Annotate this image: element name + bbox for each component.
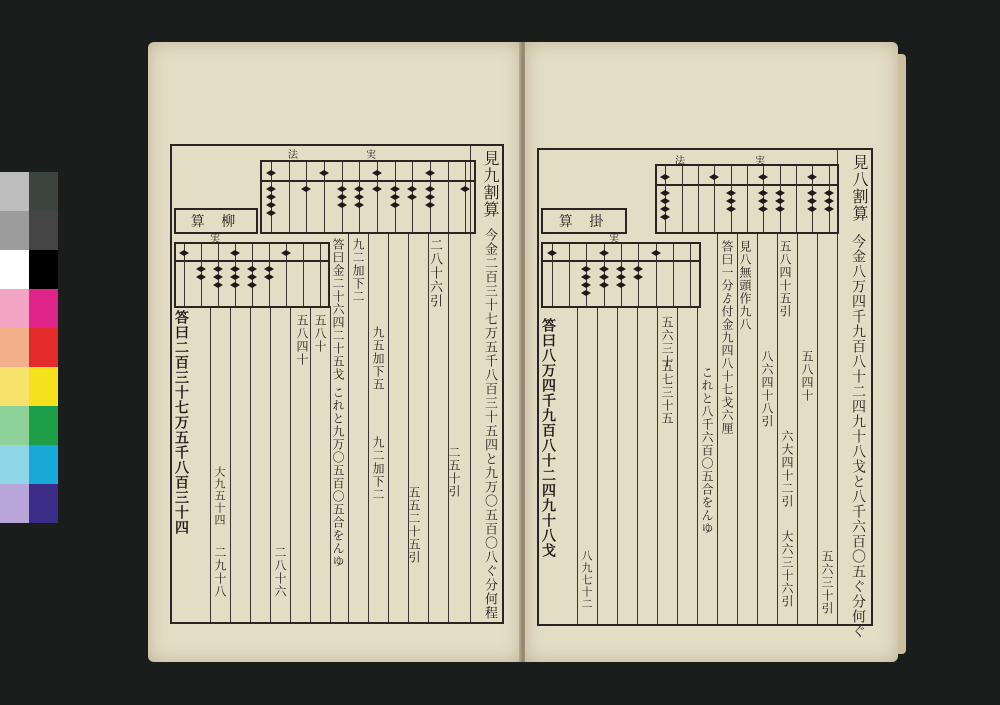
calc-column: 五五二十五引 <box>407 486 421 564</box>
abacus-small-label: 実 <box>609 234 619 245</box>
column-rule <box>677 308 678 624</box>
abacus-bead <box>247 282 257 288</box>
abacus-bead <box>264 274 274 280</box>
column-rule <box>230 306 231 622</box>
calc-column: 五六三十引 <box>820 550 834 615</box>
abacus-rod <box>289 162 290 232</box>
abacus-bead <box>651 250 661 256</box>
abacus-diagram-main <box>260 160 476 234</box>
abacus-label-value: 実 <box>366 150 376 161</box>
abacus-bead <box>230 250 240 256</box>
abacus-rod <box>673 244 674 306</box>
calc-column: 五六三十 <box>660 316 674 368</box>
column-rule <box>697 308 698 624</box>
column-rule <box>617 308 618 624</box>
abacus-beam <box>262 180 474 182</box>
abacus-rod <box>698 166 699 232</box>
abacus-bead <box>758 198 768 204</box>
abacus-bead <box>425 170 435 176</box>
abacus-bead <box>372 186 382 192</box>
abacus-bead <box>660 206 670 212</box>
column-rule <box>388 234 389 622</box>
abacus-bead <box>337 202 347 208</box>
abacus-bead <box>266 202 276 208</box>
abacus-bead <box>266 186 276 192</box>
abacus-bead <box>266 210 276 216</box>
abacus-rod <box>747 166 748 232</box>
column-rule <box>757 234 758 624</box>
answer-note: 答曰金二十六四二十五戈 <box>331 238 345 381</box>
abacus-bead <box>196 274 206 280</box>
abacus-bead <box>726 206 736 212</box>
verification-note: これと九万〇五百〇五合をんゆ <box>331 386 345 568</box>
calc-column: 八六四十八引 <box>760 350 774 428</box>
abacus-bead <box>390 194 400 200</box>
abacus-bead <box>599 274 609 280</box>
column-rule <box>597 308 598 624</box>
abacus-bead <box>547 250 557 256</box>
abacus-diagram-main <box>655 164 839 234</box>
abacus-bead <box>230 266 240 272</box>
calc-column: 九二加下二 <box>371 436 385 501</box>
abacus-bead <box>807 174 817 180</box>
abacus-bead <box>425 202 435 208</box>
question-text: 今金八万四千九百八十二四九十八戈と八千六百〇五ぐ分何ぐ <box>850 234 866 639</box>
calc-column: 二八十六引 <box>427 238 442 308</box>
abacus-bead <box>775 190 785 196</box>
abacus-diagram-small <box>174 242 330 308</box>
abacus-bead <box>247 274 257 280</box>
page-title: 見九割算 <box>481 150 500 218</box>
abacus-bead <box>775 206 785 212</box>
abacus-bead <box>264 266 274 272</box>
calc-column: 五七三十五 <box>660 360 674 425</box>
abacus-bead <box>266 170 276 176</box>
abacus-bead <box>660 190 670 196</box>
abacus-bead <box>301 186 311 192</box>
verification-note: これと八千六百〇五合をんゆ <box>700 366 714 535</box>
abacus-rod <box>465 162 466 232</box>
column-rule <box>270 306 271 622</box>
color-swatch <box>29 367 58 406</box>
column-rule <box>290 306 291 622</box>
column-rule <box>717 234 718 624</box>
abacus-bead <box>758 190 768 196</box>
color-swatch <box>0 406 29 445</box>
final-answer: 答曰二百三十七万五千八百三十四 <box>173 310 189 535</box>
abacus-bead <box>319 170 329 176</box>
color-swatch <box>29 445 58 484</box>
color-swatch <box>29 484 58 523</box>
abacus-bead <box>633 266 643 272</box>
column-rule <box>368 234 369 622</box>
abacus-bead <box>230 282 240 288</box>
abacus-bead <box>616 266 626 272</box>
abacus-bead <box>372 170 382 176</box>
color-swatch <box>29 328 58 367</box>
color-swatch <box>0 445 29 484</box>
column-rule <box>210 306 211 622</box>
abacus-bead <box>354 186 364 192</box>
color-swatch <box>29 211 58 250</box>
abacus-diagram-small <box>541 242 701 308</box>
abacus-bead <box>633 274 643 280</box>
calc-column: 九五加下五 <box>371 326 385 391</box>
abacus-bead <box>758 174 768 180</box>
abacus-bead <box>425 194 435 200</box>
abacus-bead <box>213 266 223 272</box>
abacus-bead <box>616 274 626 280</box>
abacus-bead <box>179 250 189 256</box>
abacus-bead <box>775 198 785 204</box>
abacus-bead <box>599 282 609 288</box>
abacus-type-label: 算 掛 <box>541 208 627 234</box>
column-rule <box>310 306 311 622</box>
abacus-bead <box>354 194 364 200</box>
abacus-small-label: 実 <box>210 234 220 245</box>
abacus-bead <box>807 206 817 212</box>
answer-note: 答曰一分ゟ付金九四八十七戈六厘 <box>720 240 734 435</box>
abacus-bead <box>213 282 223 288</box>
column-rule <box>657 308 658 624</box>
color-swatch <box>0 211 29 250</box>
question-text: 今金二百三十七万五千八百三十五四と九万〇五百〇八ぐ分何程 <box>482 228 497 620</box>
abacus-bead <box>660 214 670 220</box>
final-answer: 答曰八万四千九百八十二四九十八戈 <box>540 318 556 558</box>
color-swatch <box>29 172 58 211</box>
column-rule <box>448 234 449 622</box>
abacus-bead <box>581 282 591 288</box>
abacus-bead <box>824 198 834 204</box>
calc-column: 五八十 <box>313 314 327 353</box>
abacus-bead <box>354 202 364 208</box>
abacus-bead <box>709 174 719 180</box>
abacus-rod <box>306 162 307 232</box>
calc-column: 五八四十五引 <box>778 240 792 318</box>
calc-column: 大六三十六引 <box>780 530 794 608</box>
abacus-label-method: 法 <box>288 150 298 161</box>
calc-column: 八九七十二 <box>580 550 593 610</box>
abacus-rod <box>448 162 449 232</box>
column-rule <box>348 234 349 622</box>
column-rule <box>797 234 798 624</box>
calc-column: 二九十八 <box>213 546 227 598</box>
calc-column: 二八十六 <box>273 546 287 598</box>
color-swatch <box>29 250 58 289</box>
abacus-bead <box>247 266 257 272</box>
column-rule <box>577 308 578 624</box>
method-note: 見八無頭作九八 <box>738 240 752 331</box>
abacus-bead <box>807 198 817 204</box>
abacus-bead <box>599 266 609 272</box>
abacus-bead <box>425 186 435 192</box>
abacus-bead <box>581 274 591 280</box>
color-swatch <box>29 406 58 445</box>
column-rule <box>817 234 818 624</box>
abacus-bead <box>599 250 609 256</box>
column-rule <box>637 308 638 624</box>
color-swatch <box>29 289 58 328</box>
abacus-rod <box>320 244 321 306</box>
abacus-bead <box>460 186 470 192</box>
calc-column: 二五十引 <box>447 446 461 498</box>
abacus-bead <box>660 198 670 204</box>
left-page <box>148 42 521 662</box>
abacus-rod <box>690 244 691 306</box>
abacus-bead <box>824 190 834 196</box>
color-calibration-bar <box>0 172 58 524</box>
calc-column: 五八四十 <box>800 350 814 402</box>
abacus-bead <box>390 202 400 208</box>
abacus-rod <box>569 244 570 306</box>
calc-column: 大九五十四 <box>213 466 226 526</box>
abacus-bead <box>407 186 417 192</box>
abacus-bead <box>807 190 817 196</box>
color-swatch <box>0 250 29 289</box>
color-swatch <box>0 367 29 406</box>
abacus-bead <box>726 190 736 196</box>
calc-column: 九二加下二 <box>351 238 365 303</box>
abacus-bead <box>726 198 736 204</box>
open-book <box>148 42 898 664</box>
abacus-bead <box>581 266 591 272</box>
abacus-bead <box>660 174 670 180</box>
color-swatch <box>0 484 29 523</box>
abacus-bead <box>581 290 591 296</box>
color-swatch <box>0 289 29 328</box>
abacus-bead <box>390 186 400 192</box>
abacus-rod <box>796 166 797 232</box>
abacus-label-value: 実 <box>755 156 765 167</box>
abacus-rod <box>682 166 683 232</box>
calc-column: 五八四十 <box>295 314 309 366</box>
column-rule <box>250 306 251 622</box>
abacus-bead <box>213 274 223 280</box>
abacus-bead <box>281 250 291 256</box>
page-title: 見八割算 <box>850 154 869 222</box>
abacus-bead <box>337 186 347 192</box>
abacus-bead <box>337 194 347 200</box>
color-swatch <box>0 172 29 211</box>
abacus-bead <box>616 282 626 288</box>
abacus-type-label: 算 柳 <box>174 208 258 234</box>
abacus-bead <box>266 194 276 200</box>
abacus-bead <box>824 206 834 212</box>
color-swatch <box>0 328 29 367</box>
calc-column: 六大四十二引 <box>780 430 794 508</box>
abacus-bead <box>230 274 240 280</box>
abacus-rod <box>303 244 304 306</box>
abacus-bead <box>407 194 417 200</box>
abacus-bead <box>758 206 768 212</box>
abacus-label-method: 法 <box>675 156 685 167</box>
abacus-bead <box>196 266 206 272</box>
right-page <box>525 42 898 662</box>
